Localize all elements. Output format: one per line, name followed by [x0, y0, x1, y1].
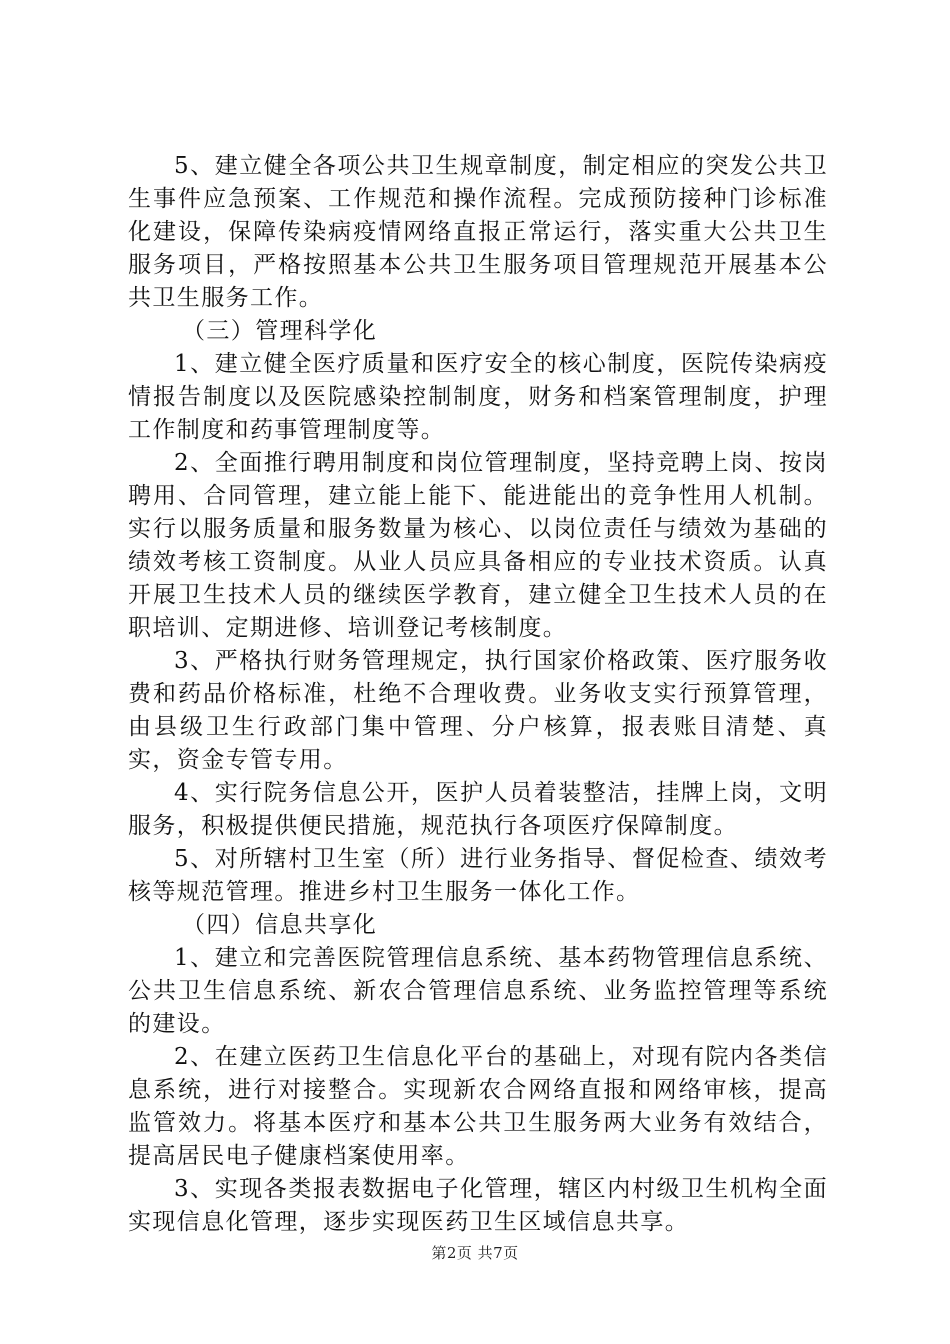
paragraph: 2、全面推行聘用制度和岗位管理制度，坚持竞聘上岗、按岗聘用、合同管理，建立能上能下、能进能出的竞争性用人机制。实行以服务质量和服务数量为核心、以岗位责任与绩效为基础的绩效考核工资制度。从业人员应具备相应的专业技术资质。认真开展卫生技术人员的继续医学教育，建立健全卫生技术人员的在职培训、定期进修、培训登记考核制度。 [128, 450, 828, 641]
paragraph: 3、严格执行财务管理规定，执行国家价格政策、医疗服务收费和药品价格标准，杜绝不合理收费。业务收支实行预算管理，由县级卫生行政部门集中管理、分户核算，报表账目清楚、真实，资金专管专用。 [128, 648, 828, 773]
paragraph: 1、建立和完善医院管理信息系统、基本药物管理信息系统、公共卫生信息系统、新农合管理信息系统、业务监控管理等系统的建设。 [128, 945, 828, 1037]
paragraph: 5、对所辖村卫生室（所）进行业务指导、督促检查、绩效考核等规范管理。推进乡村卫生服务一体化工作。 [128, 846, 828, 905]
document-body [128, 150, 828, 1239]
paragraph: 1、建立健全医疗质量和医疗安全的核心制度，医院传染病疫情报告制度以及医院感染控制制度，财务和档案管理制度，护理工作制度和药事管理制度等。 [128, 351, 828, 443]
paragraph: 3、实现各类报表数据电子化管理，辖区内村级卫生机构全面实现信息化管理，逐步实现医药卫生区域信息共享。 [128, 1176, 828, 1235]
paragraph: 5、建立健全各项公共卫生规章制度，制定相应的突发公共卫生事件应急预案、工作规范和操作流程。完成预防接种门诊标准化建设，保障传染病疫情网络直报正常运行，落实重大公共卫生服务项目，严格按照基本公共卫生服务项目管理规范开展基本公共卫生服务工作。 [128, 153, 828, 311]
page-number-footer: 第2页 共7页 [431, 1244, 519, 1262]
section-heading: （四）信息共享化 [182, 912, 378, 938]
paragraph: 4、实行院务信息公开，医护人员着装整洁，挂牌上岗，文明服务，积极提供便民措施，规范执行各项医疗保障制度。 [128, 780, 828, 839]
section-heading: （三）管理科学化 [182, 318, 378, 344]
paragraph: 2、在建立医药卫生信息化平台的基础上，对现有院内各类信息系统，进行对接整合。实现新农合网络直报和网络审核，提高监管效力。将基本医疗和基本公共卫生服务两大业务有效结合，提高居民电子健康档案使用率。 [128, 1044, 828, 1169]
